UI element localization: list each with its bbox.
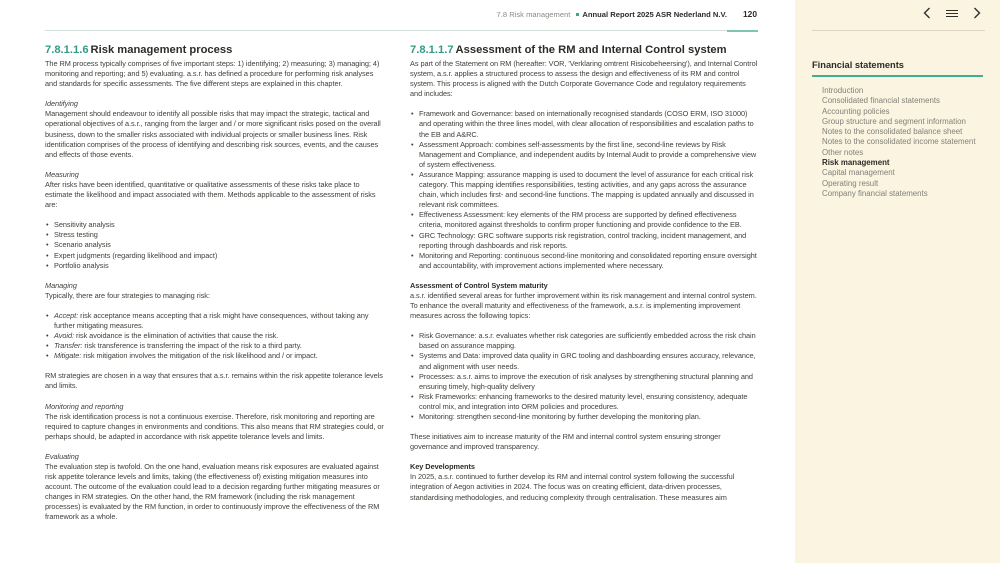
paragraph: Typically, there are four strategies to managing risk:: [45, 290, 210, 300]
bullet-item: • GRC Technology: GRC software supports risk registration, control tracking, incident management, and reporting through dashboards and risk reports.: [410, 231, 758, 251]
subheading: Assessment of Control System maturity: [410, 280, 548, 290]
bullet-item: • Assurance Mapping: assurance mapping is used to document the level of assurance for each critical risk category. This mapping identifies responsibilities, testing activities, and any gaps across the assurance chain, which includes first- and second-line functions. The mapping is updated annually and discussed in relevant risk committees.: [410, 170, 758, 210]
bullet-item: • Framework and Governance: based on internationally recognised standards (COSO ERM, ISO 31000) and operating within the three lines model, with clear allocation of responsibilities and escalation paths to the EB and A&RC.: [410, 109, 758, 139]
section-title: Assessment of the RM and Internal Control system: [455, 44, 727, 56]
bullet-item: • Avoid: risk avoidance is the elimination of activities that cause the risk.: [45, 331, 386, 341]
bullet-item: • Risk Governance: a.s.r. evaluates whether risk categories are sufficiently embedded across the risk chain based on assurance mapping.: [410, 331, 758, 351]
header-rule-accent: [727, 30, 758, 32]
sidebar-item[interactable]: Operating result: [822, 178, 879, 188]
bullet-item: • Monitoring: strengthen second-line monitoring by further developing the monitoring plan.: [410, 412, 758, 422]
paragraph: The RM process typically comprises of five important steps: 1) identifying; 2) measuring; 3) managing; 4) monitoring and reporting; and 5) evaluating. a.s.r. has defined a procedure for performing risk analyses and standards for specific assessments. The five different steps are explained in this chapter.: [45, 59, 380, 89]
sidebar-title: Financial statements: [812, 60, 904, 70]
page-header: [497, 9, 757, 19]
bullet-lead: Accept:: [54, 310, 79, 320]
bullet-list: [45, 311, 386, 361]
paragraph: The risk identification process is not a continuous exercise. Therefore, risk monitoring and reporting are required to capture changes in environments and conditions. This also means that RM strategies could, or perhaps should, be adapted in accordance with risk appetite tolerance levels and limits.: [45, 411, 384, 441]
bullet-item: • Assessment Approach: combines self-assessments by the first line, second-line reviews by Risk Management and Compliance, and independent audits by Internal Audit to provide a comprehensive view of system effectiveness.: [410, 140, 758, 170]
bullet-item: • Monitoring and Reporting: continuous second-line monitoring and consolidated reporting ensure oversight and accountability, with improvement actions implemented where necessary.: [410, 251, 758, 271]
bullet-item: • Accept: risk acceptance means accepting that a risk might have consequences, without taking any further mitigating measures.: [45, 311, 386, 331]
sidebar-title-underline: [812, 75, 983, 77]
subheading: Managing: [45, 280, 77, 290]
paragraph: RM strategies are chosen in a way that ensures that a.s.r. remains within the risk appetite tolerance levels and limits.: [45, 371, 383, 391]
section-title: Risk management process: [90, 44, 233, 56]
sidebar-item[interactable]: Consolidated financial statements: [822, 96, 940, 106]
right-page-column: [410, 44, 758, 513]
subheading: Evaluating: [45, 451, 79, 461]
sidebar-financial-statements: [795, 0, 1000, 563]
report-title: Annual Report 2025 ASR Nederland N.V.: [582, 10, 728, 19]
sidebar-top-rule: [812, 30, 985, 31]
separator-dot-icon: [576, 13, 579, 16]
section-heading-left: [45, 44, 386, 56]
sidebar-item[interactable]: Other notes: [822, 147, 864, 157]
sidebar-item[interactable]: Risk management: [822, 158, 890, 168]
bullet-item: • Stress testing: [45, 230, 386, 240]
section-number: 7.8.1.1.6: [45, 44, 89, 56]
subheading: Identifying: [45, 99, 78, 109]
bullet-item: • Processes: a.s.r. aims to improve the execution of risk analyses by strengthening structural planning and ensuring timely, high-quality delivery: [410, 372, 758, 392]
viewer-navigation: [923, 7, 981, 19]
subheading: Key Developments: [410, 462, 475, 472]
subheading: Measuring: [45, 169, 79, 179]
sidebar-item[interactable]: Group structure and segment information: [822, 116, 966, 126]
bullet-item: • Expert judgments (regarding likelihood and impact): [45, 251, 386, 261]
section-number: 7.8.1.1.7: [410, 44, 454, 56]
menu-icon[interactable]: [946, 8, 958, 19]
sidebar-menu: [822, 86, 985, 199]
bullet-lead: Avoid:: [54, 331, 74, 341]
paragraph: The evaluation step is twofold. On the one hand, evaluation means risk exposures are evaluated against risk appetite tolerance levels and limits, taking (the effectiveness of) existing mitigation measures into account. The outcome of the evaluation could lead to a decision regarding further mitigating measures or changes in RM strategies. On the other hand, the RM framework (including the risk management processes) is evaluated by the RM function, in order to continuously improve the effectiveness of the RM framework as a whole.: [45, 462, 380, 522]
right-column-content: [410, 59, 758, 503]
left-column-content: [45, 59, 386, 523]
paragraph: a.s.r. identified several areas for further improvement within its risk management and internal control system. To enhance the overall maturity and effectiveness of the framework, a.s.r. is implementing improvement measures across the following topics:: [410, 290, 757, 321]
paragraph: In 2025, a.s.r. continued to further develop its RM and internal control system following the successful integration of Aegon activities in 2024. The focus was on creating efficient, data-driven processes, standardising methodologies, and reducing complexity through centralisation. These measures aim: [410, 472, 735, 502]
sidebar-item[interactable]: Introduction: [822, 86, 864, 95]
paragraph: Management should endeavour to identify all possible risks that may impact the strategic, tactical and operational objectives of a.s.r., ranging from the larger and / or more significant risks posed on the overall business, down to the smaller risks associated with individual projects or smaller business lines. Risk identification comprises of the process of identifying and describing risk sources, events, and the causes and effects of those events.: [45, 109, 381, 159]
bullet-item: • Sensitivity analysis: [45, 220, 386, 230]
next-page-icon[interactable]: [973, 7, 981, 19]
paragraph: After risks have been identified, quantitative or qualitative assessments of these risks take place to estimate the likelihood and impact associated with them. Methods applicable to the assessment of risks are:: [45, 179, 376, 210]
sidebar-item[interactable]: Notes to the consolidated balance sheet: [822, 127, 963, 137]
left-page-column: [45, 44, 386, 533]
bullet-list: [410, 109, 758, 271]
bullet-item: • Transfer: risk transference is transferring the impact of the risk to a third party.: [45, 341, 386, 351]
bullet-item: • Systems and Data: improved data quality in GRC tooling and dashboarding ensures accuracy, relevance, and alignment with user needs.: [410, 351, 758, 371]
header-rule: [45, 30, 758, 31]
breadcrumb: 7.8 Risk management: [496, 10, 571, 19]
bullet-item: • Effectiveness Assessment: key elements of the RM process are supported by defined effectiveness criteria, monitored against thresholds to confirm proper functioning and provide confidence to the EB.: [410, 210, 758, 230]
bullet-list: [45, 220, 386, 270]
bullet-item: • Scenario analysis: [45, 240, 386, 250]
sidebar-item[interactable]: Notes to the consolidated income statement: [822, 137, 976, 147]
page-number: 120: [743, 9, 757, 19]
bullet-item: • Portfolio analysis: [45, 261, 386, 271]
sidebar-item[interactable]: Accounting policies: [822, 106, 890, 116]
bullet-list: [410, 331, 758, 422]
paragraph: As part of the Statement on RM (hereafter: VOR, 'Verklaring omtrent Risicobeheersing'), and Internal Control system, a.s.r. applies a structured process to assess the design and effectiveness of its RM and control system. This process is aligned with the Dutch Corporate Governance Code and regulatory requirements and includes:: [410, 59, 758, 99]
bullet-lead: Transfer:: [54, 341, 83, 351]
paragraph: These initiatives aim to increase maturity of the RM and internal control system ensuring stronger governance and improved transparency.: [410, 432, 721, 452]
sidebar-item[interactable]: Company financial statements: [822, 188, 928, 198]
bullet-item: • Risk Frameworks: enhancing frameworks to the desired maturity level, ensuring consistency, adequate control mix, and integration into ORM policies and procedures.: [410, 392, 758, 412]
previous-page-icon[interactable]: [923, 7, 931, 19]
bullet-lead: Mitigate:: [54, 351, 82, 361]
sidebar-item[interactable]: Capital management: [822, 168, 895, 178]
section-heading-right: [410, 44, 758, 56]
bullet-item: • Mitigate: risk mitigation involves the mitigation of the risk likelihood and / or impact.: [45, 351, 386, 361]
subheading: Monitoring and reporting: [45, 401, 124, 411]
